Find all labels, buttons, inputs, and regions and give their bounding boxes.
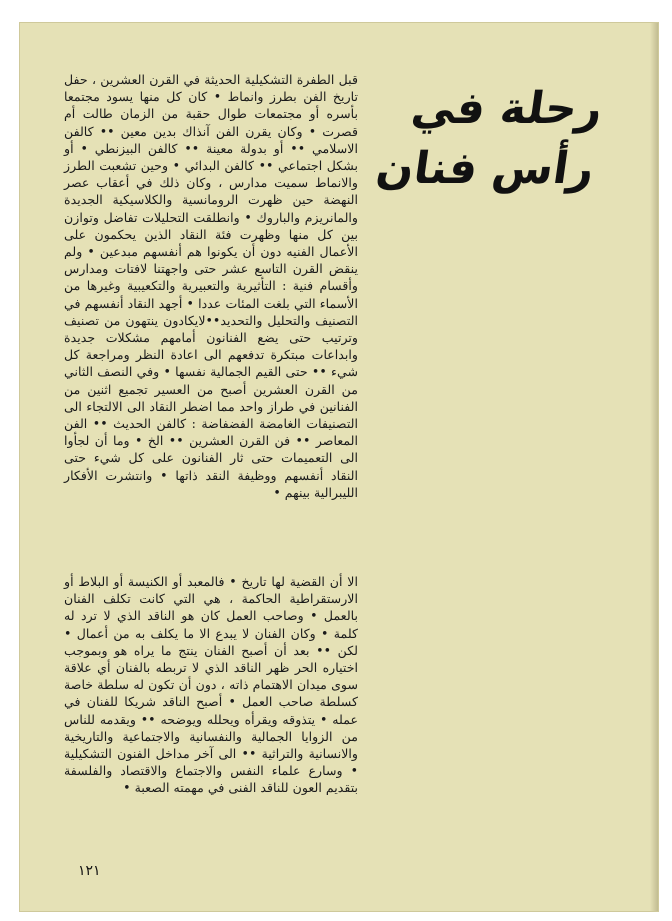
- page-number: ١٢١: [78, 863, 101, 879]
- article-paragraph-2: الا أن القضية لها تاريخ • فالمعبد أو الكنيسة أو البلاط أو الارستقراطية الحاكمة ، هي التي كانت تكلف الفنان بالعمل • وصاحب العمل كان هو الناقد الذي لا ترد له كلمة • وكان الفنان لا يبدع الا ما يكلف به من أعمال • لكن •• بعد أن أصبح الفنان ينتج ما يراه هو وبموجب اختياره الحر ظهر الناقد الذي لا تربطه بالفنان أي علاقة سوى ميدان الاهتمام ذاته ، دون أن تكون له سلطة خاصة كسلطة صاحب العمل • أصبح الناقد شريكا للفنان في عمله • يتذوقه ويقرأه ويحلله ويوضحه •• ويقدمه للناس من الزوايا الجمالية والنفسانية والاجتماعية والتاريخية والانسانية والتراثية •• الى آخر مداخل الفنون التشكيلية • وسارع علماء النفس والاجتماع والاقتصاد والفلسفة بتقديم العون للناقد الفنى في مهمته الصعبة •: [64, 574, 358, 796]
- page-edge-shadow: [650, 23, 658, 911]
- article-column-top: [64, 71, 358, 501]
- article-title: رحلة في رأس فنان: [372, 83, 606, 194]
- article-paragraph-1: قبل الطفرة التشكيلية الحديثة في القرن العشرين ، حفل تاريخ الفن بطرز وانماط • كان كل منها يسود مجتمعا بأسره أو مجتمعات طوال حقبة من الزمان طالت أم قصرت • وكان يقرن الفن آنذاك بدين معين •• كالفن الاسلامي •• أو بدولة معينة •• كالفن البيزنطي • أو بشكل اجتماعي •• كالفن البدائي • وحين تشعبت الطرز والانماط سميت مدارس ، وكان ذلك في أعقاب عصر النهضة حين ظهرت الرومانسية والكلاسيكية الجديدة والمانريزم والباروك • وانطلقت التحليلات تفاضل وتوازن بين كل منها وظهرت فئة النقاد الذين يحكمون على الأعمال الفنيه دون أن يكونوا هم أنفسهم مبدعين • ولم ينقض القرن التاسع عشر حتى واجهتنا لافتات ومدارس وأقسام فنية : التأثيرية والتعبيرية والتكعيبية وغيرها من الأسماء التي بلغت المئات عددا • أجهد النقاد أنفسهم في التصنيف والتحليل والتحديد••لايكادون ينتهون من تصنيف وترتيب حتى يضع الفنانون أمامهم مشكلات جديدة وابداعات مبتكرة تدفعهم الى اعادة النظر ومراجعة كل شيء •• حتى القيم الجمالية نفسها • وفي النصف الثاني من القرن العشرين أصبح من العسير تجميع اثنين من الفنانين في طراز واحد مما اضطر النقاد الى الالتجاء الى التصنيفات الغامضة الفضفاضة : كالفن الحديث •• الفن المعاصر •• فن القرن العشرين •• الخ • وما أن لجأوا الى التعميمات حتى ثار الفنانون على كل شيء حتى النقاد أنفسهم ووظيفة النقد ذاتها • وانتشرت الأفكار الليبرالية بينهم •: [64, 72, 358, 500]
- article-column-bottom: [64, 573, 358, 797]
- magazine-page: [19, 22, 659, 912]
